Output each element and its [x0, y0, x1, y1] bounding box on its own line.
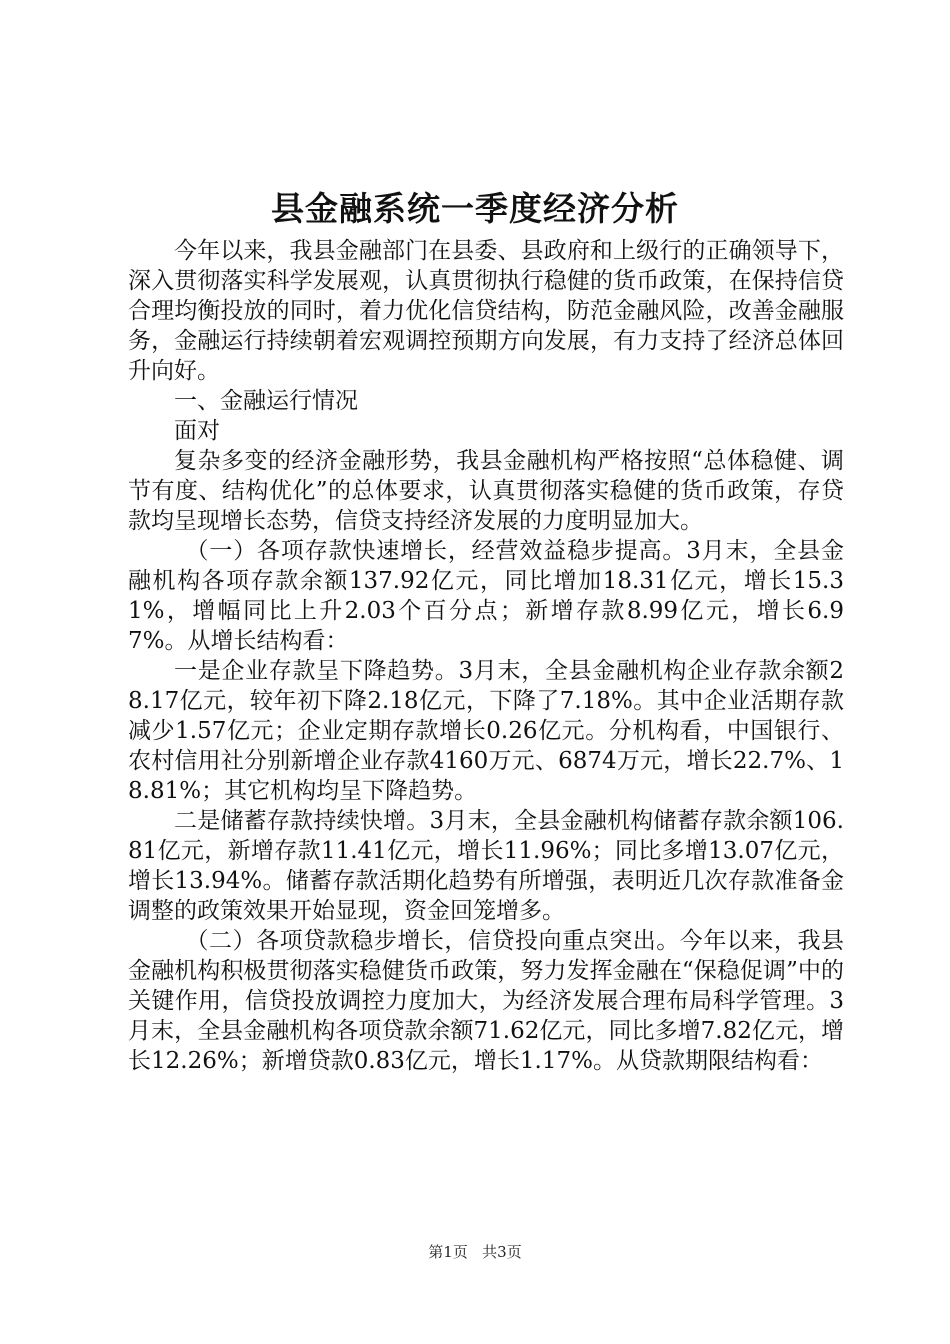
page-number: 第1页: [428, 1243, 468, 1261]
document-body: [128, 236, 844, 1076]
page-footer: [0, 1242, 950, 1262]
paragraph-deposits: （一）各项存款快速增长，经营效益稳步提高。3月末，全县金融机构各项存款余额137.92亿元，同比增加18.31亿元，增长15.31%，增幅同比上升2.03个百分点；新增存款8.99亿元，增长6.97%。从增长结构看：: [128, 538, 844, 654]
paragraph-enterprise-deposits: 一是企业存款呈下降趋势。3月末，全县金融机构企业存款余额28.17亿元，较年初下降2.18亿元，下降了7.18%。其中企业活期存款减少1.57亿元；企业定期存款增长0.26亿元。分机构看，中国银行、农村信用社分别新增企业存款4160万元、6874万元，增长22.7%、18.81%；其它机构均呈下降趋势。: [128, 658, 844, 804]
paragraph-overview: 复杂多变的经济金融形势，我县金融机构严格按照“总体稳健、调节有度、结构优化”的总体要求，认真贯彻落实稳健的货币政策，存贷款均呈现增长态势，信贷支持经济发展的力度明显加大。: [128, 448, 844, 534]
paragraph-loans: （二）各项贷款稳步增长，信贷投向重点突出。今年以来，我县金融机构积极贯彻落实稳健货币政策，努力发挥金融在“保稳促调”中的关键作用，信贷投放调控力度加大，为经济发展合理布局科学管理。3月末，全县金融机构各项贷款余额71.62亿元，同比多增7.82亿元，增长12.26%；新增贷款0.83亿元，增长1.17%。从贷款期限结构看：: [128, 928, 844, 1074]
page-separator: [473, 1243, 478, 1261]
paragraph-fragment: 面对: [174, 418, 220, 444]
section-heading: 一、金融运行情况: [174, 388, 358, 414]
paragraph-intro: 今年以来，我县金融部门在县委、县政府和上级行的正确领导下，深入贯彻落实科学发展观，认真贯彻执行稳健的货币政策，在保持信贷合理均衡投放的同时，着力优化信贷结构，防范金融风险，改善金融服务，金融运行持续朝着宏观调控预期方向发展，有力支持了经济总体回升向好。: [128, 238, 844, 384]
document-title: 县金融系统一季度经济分析: [271, 189, 679, 228]
paragraph-savings-deposits: 二是储蓄存款持续快增。3月末，全县金融机构储蓄存款余额106.81亿元，新增存款11.41亿元，增长11.96%；同比多增13.07亿元，增长13.94%。储蓄存款活期化趋势有所增强，表明近几次存款准备金调整的政策效果开始显现，资金回笼增多。: [128, 808, 844, 924]
page-total: 共3页: [482, 1243, 522, 1261]
